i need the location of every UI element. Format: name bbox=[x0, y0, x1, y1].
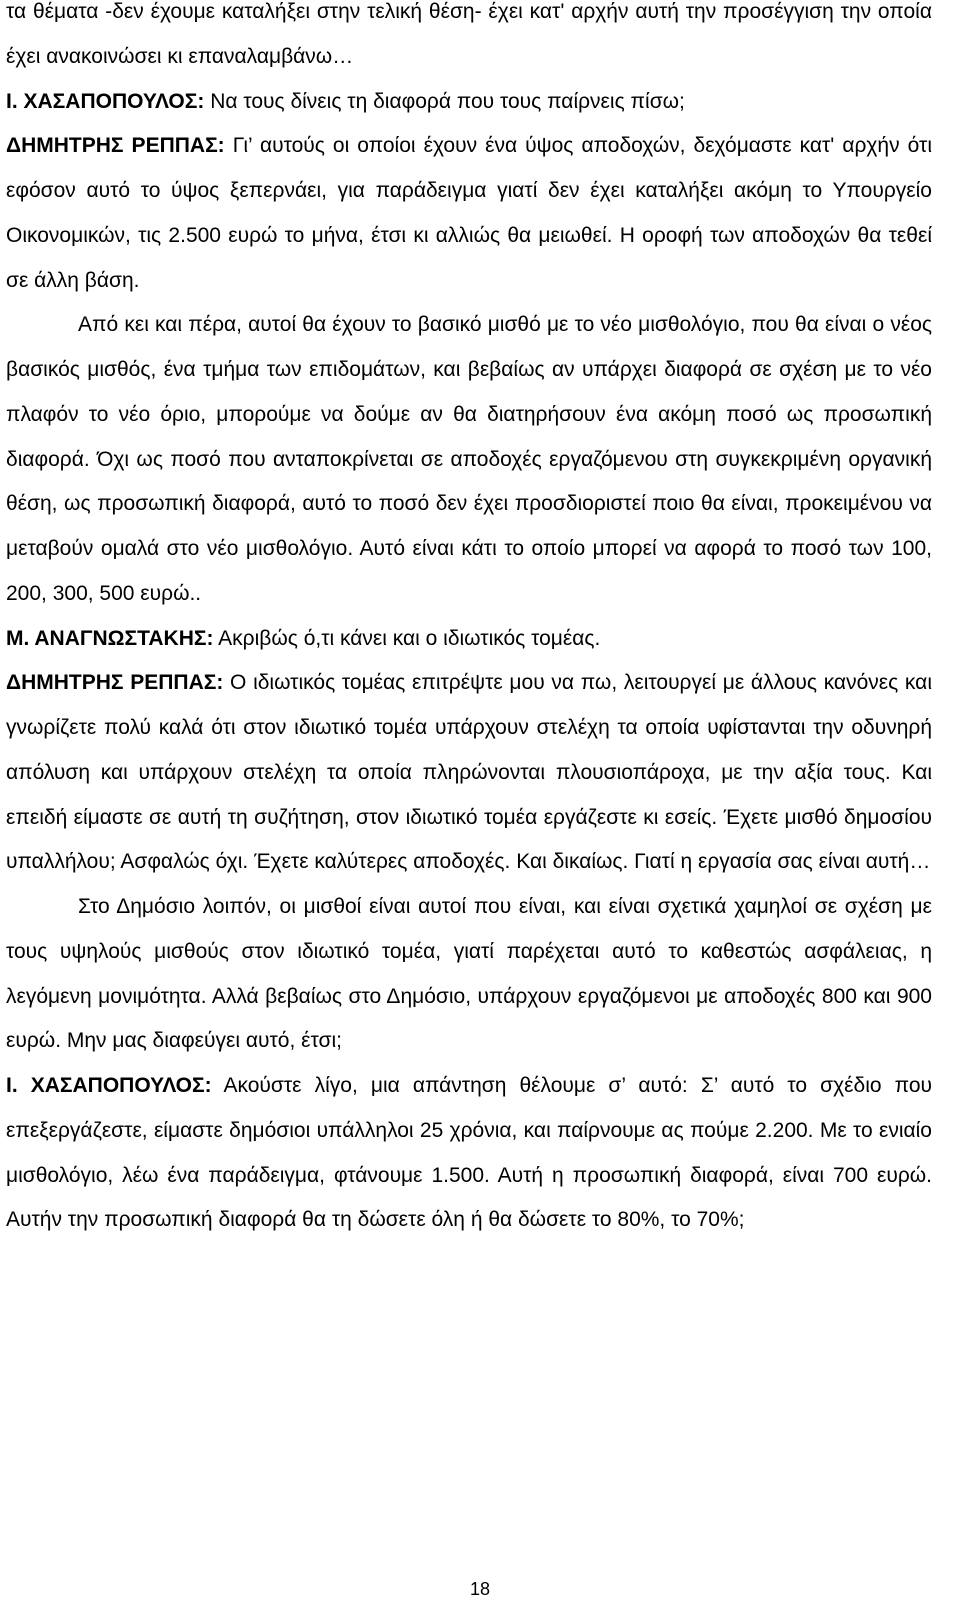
transcript-body bbox=[6, 0, 932, 1243]
speaker-paragraph bbox=[6, 80, 932, 125]
speaker-name: Ι. ΧΑΣΑΠΟΠΟΥΛΟΣ: bbox=[6, 1074, 212, 1097]
paragraph-text: Να τους δίνεις τη διαφορά που τους παίρνεις πίσω; bbox=[210, 89, 685, 113]
paragraph bbox=[6, 0, 932, 80]
paragraph-text: Ακριβώς ό,τι κάνει και ο ιδιωτικός τομέας. bbox=[218, 626, 601, 650]
paragraph bbox=[6, 885, 932, 1064]
speaker-paragraph bbox=[6, 661, 932, 885]
speaker-name: ΔΗΜΗΤΡΗΣ ΡΕΠΠΑΣ: bbox=[6, 134, 225, 158]
speaker-paragraph bbox=[6, 124, 932, 303]
speaker-paragraph bbox=[6, 617, 932, 662]
paragraph-text: Ακούστε λίγο, μια απάντηση θέλουμε σ’ αυτό: Σ’ αυτό το σχέδιο που επεξεργάζεστε, είμαστε δημόσιοι υπάλληλοι 25 χρόνια, και παίρνουμε ας πούμε 2.200. Με το ενιαίο μισθολόγιο, λέω ένα παράδειγμα, φτάνουμε 1.500. Αυτή η προσωπική διαφορά, είναι 700 ευρώ. Αυτήν την προσωπική διαφορά θα τη δώσετε όλη ή θα δώσετε το 80%, το 70%; bbox=[6, 1074, 932, 1232]
speaker-name: ΔΗΜΗΤΡΗΣ ΡΕΠΠΑΣ: bbox=[6, 671, 224, 695]
paragraph bbox=[6, 303, 932, 616]
paragraph-text: Ο ιδιωτικός τομέας επιτρέψτε μου να πω, λειτουργεί με άλλους κανόνες και γνωρίζετε πολύ καλά ότι στον ιδιωτικό τομέα υπάρχουν στελέχη τα οποία υφίστανται την οδυνηρή απόλυση και υπάρχουν στελέχη τα οποία πληρώνονται πλουσιοπάροχα, με την αξία τους. Και επειδή είμαστε σε αυτή τη συζήτηση, στον ιδιωτικό τομέα εργάζεστε κι εσείς. Έχετε μισθό δημοσίου υπαλλήλου; Ασφαλώς όχι. Έχετε καλύτερες αποδοχές. Και δικαίως. Γιατί η εργασία σας είναι αυτή… bbox=[6, 671, 932, 874]
speaker-name: Μ. ΑΝΑΓΝΩΣΤΑΚΗΣ: bbox=[6, 626, 214, 650]
paragraph-text: Γι’ αυτούς οι οποίοι έχουν ένα ύψος αποδοχών, δεχόμαστε κατ' αρχήν ότι εφόσον αυτό το ύψος ξεπερνάει, για παράδειγμα γιατί δεν έχει καταλήξει ακόμη το Υπουργείο Οικονομικών, τις 2.500 ευρώ το μήνα, έτσι κι αλλιώς θα μειωθεί. Η οροφή των αποδοχών θα τεθεί σε άλλη βάση. bbox=[6, 134, 932, 292]
speaker-paragraph bbox=[6, 1064, 932, 1243]
paragraph-text: Από κει και πέρα, αυτοί θα έχουν το βασικό μισθό με το νέο μισθολόγιο, που θα είναι ο νέος βασικός μισθός, ένα τμήμα των επιδομάτων, και βεβαίως αν υπάρχει διαφορά σε σχέση με το νέο πλαφόν το νέο όριο, μπορούμε να δούμε αν θα διατηρήσουν ένα ακόμη ποσό ως προσωπική διαφορά. Όχι ως ποσό που ανταποκρίνεται σε αποδοχές εργαζόμενου στη συγκεκριμένη οργανική θέση, ως προσωπική διαφορά, αυτό το ποσό δεν έχει προσδιοριστεί ποιο θα είναι, προκειμένου να μεταβούν ομαλά στο νέο μισθολόγιο. Αυτό είναι κάτι το οποίο μπορεί να αφορά το ποσό των 100, 200, 300, 500 ευρώ.. bbox=[6, 313, 932, 605]
paragraph-text: Στο Δημόσιο λοιπόν, οι μισθοί είναι αυτοί που είναι, και είναι σχετικά χαμηλοί σε σχέση με τους υψηλούς μισθούς στον ιδιωτικό τομέα, γιατί παρέχεται αυτό το καθεστώς ασφάλειας, η λεγόμενη μονιμότητα. Αλλά βεβαίως στο Δημόσιο, υπάρχουν εργαζόμενοι με αποδοχές 800 και 900 ευρώ. Μην μας διαφεύγει αυτό, έτσι; bbox=[6, 895, 932, 1053]
page-number: 18 bbox=[469, 1579, 491, 1599]
speaker-name: Ι. ΧΑΣΑΠΟΠΟΥΛΟΣ: bbox=[6, 89, 205, 113]
paragraph-text: τα θέματα -δεν έχουμε καταλήξει στην τελική θέση- έχει κατ' αρχήν αυτή την προσέγγιση την οποία έχει ανακοινώσει κι επαναλαμβάνω… bbox=[6, 0, 932, 68]
